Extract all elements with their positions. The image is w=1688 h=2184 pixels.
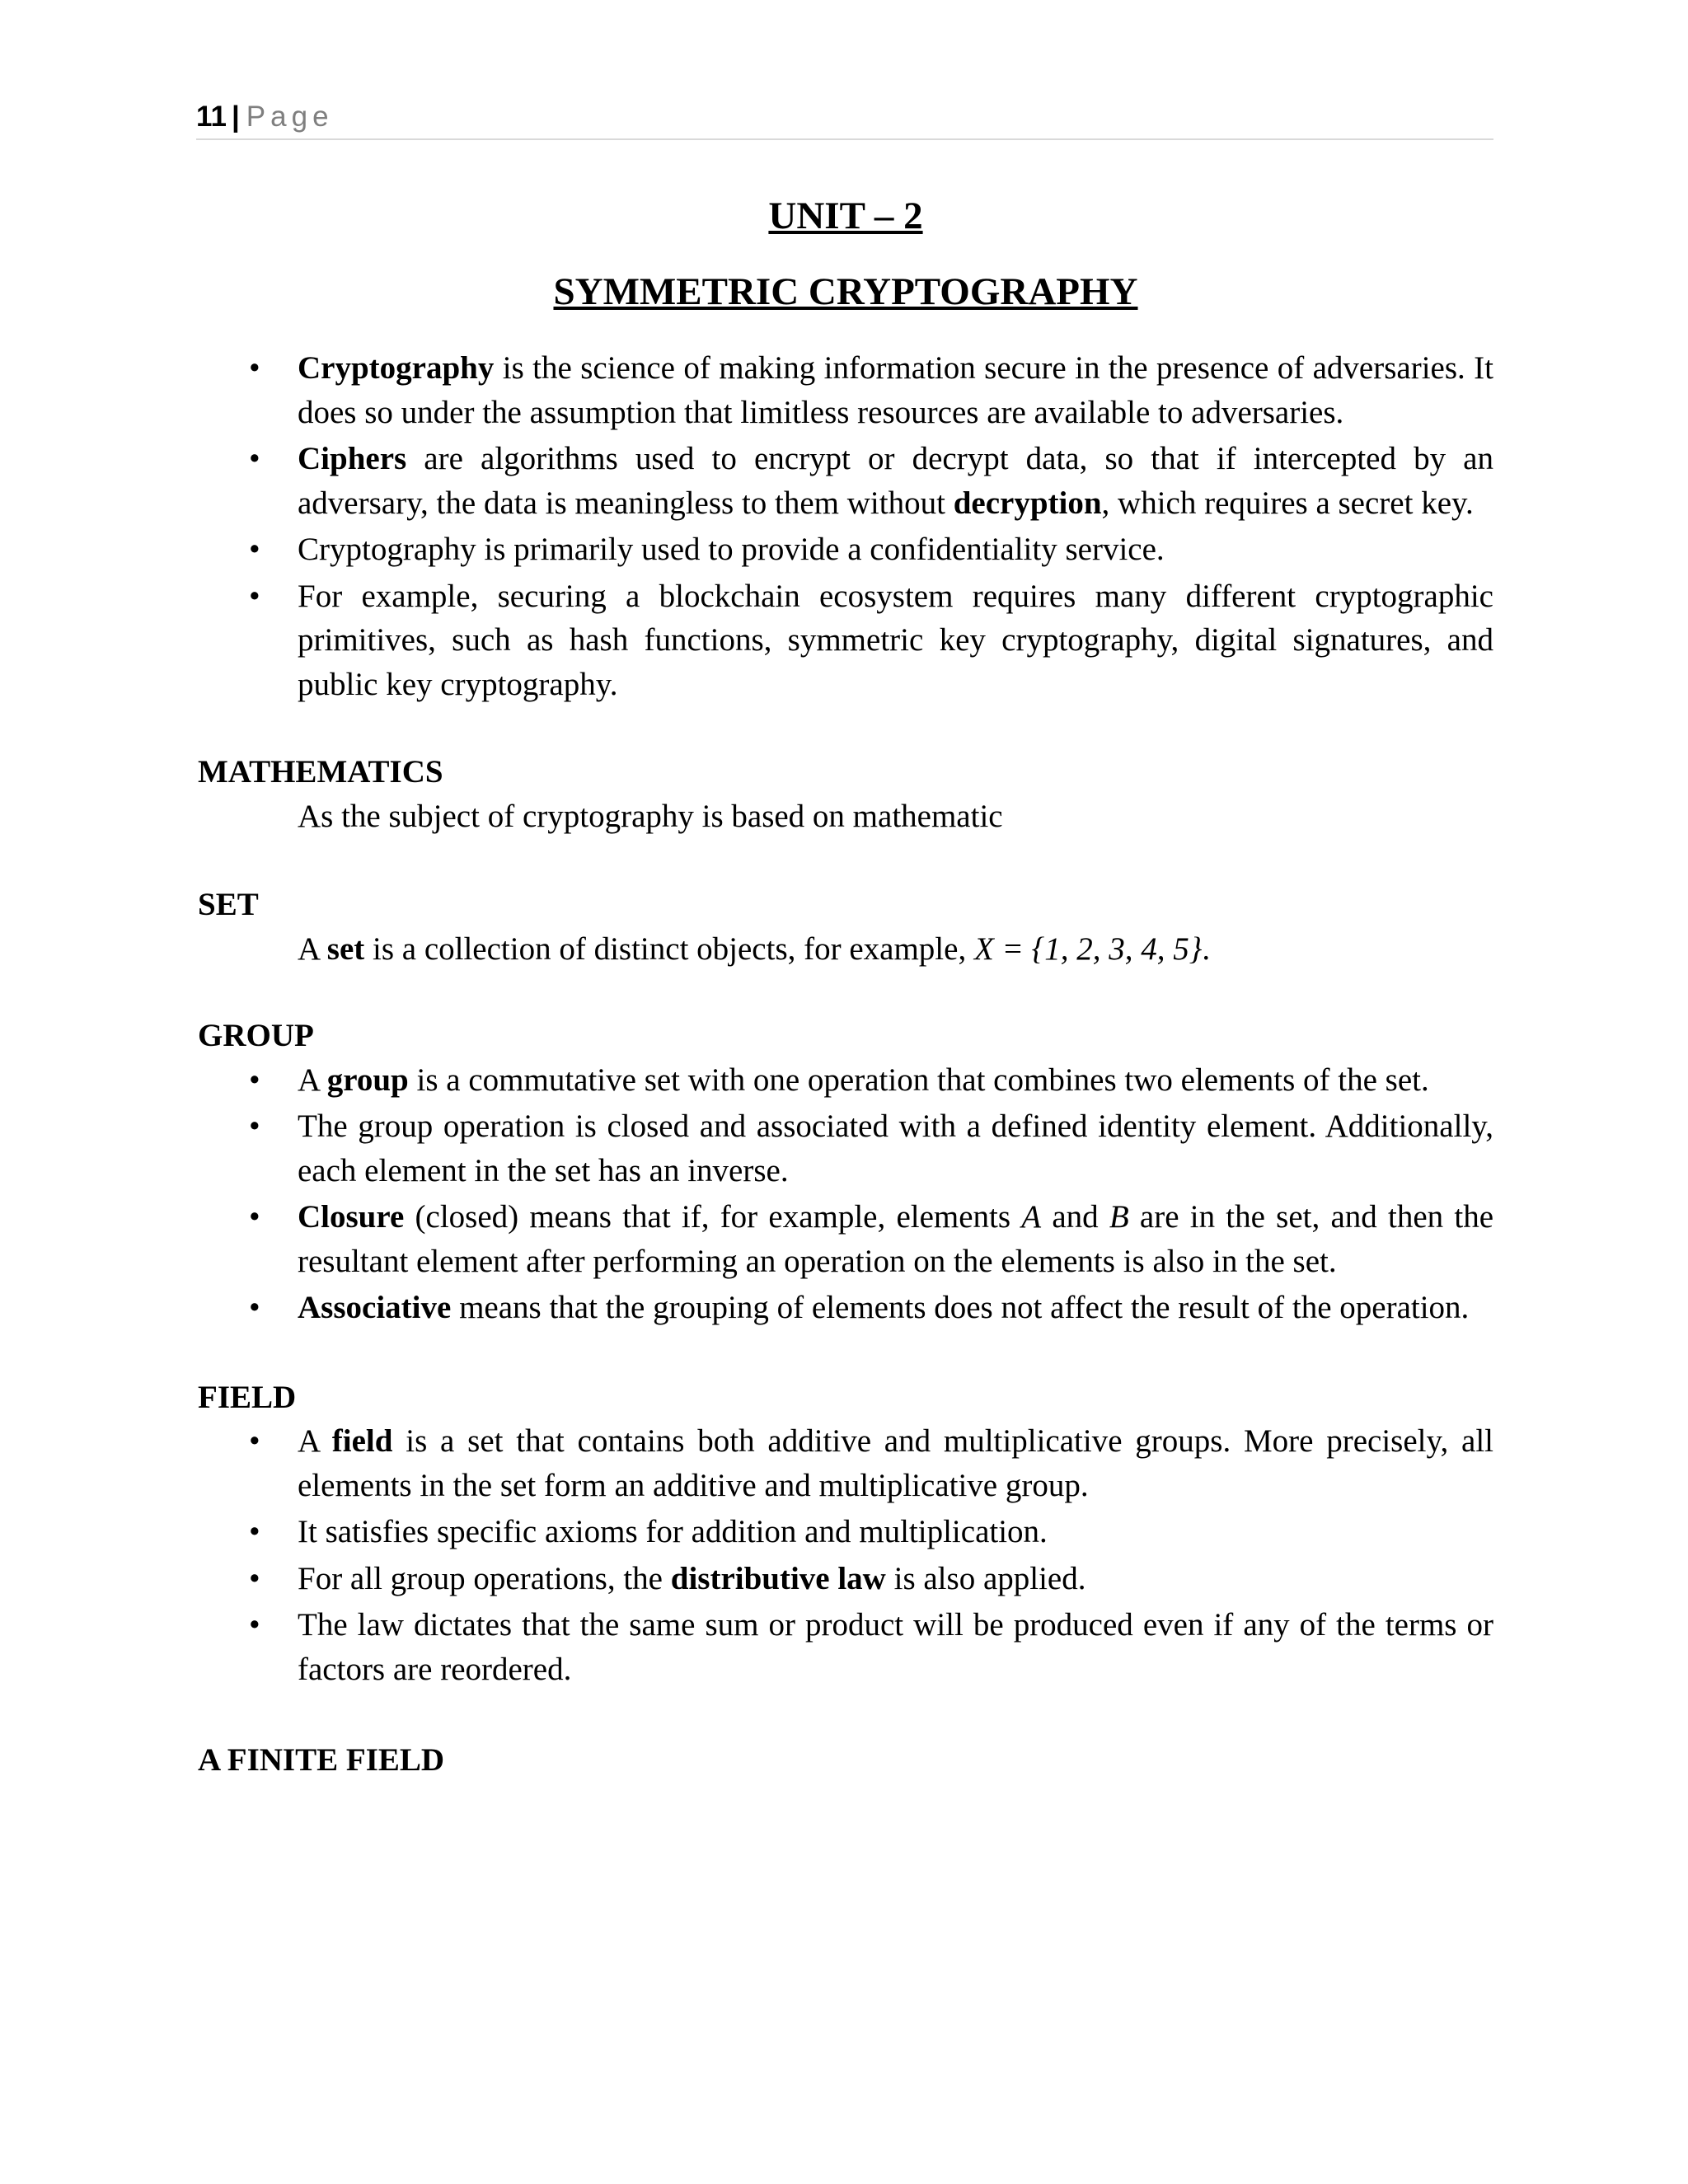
bullet-icon: • — [249, 441, 260, 476]
term-bold: Closure — [298, 1199, 405, 1235]
bullet-icon: • — [249, 1290, 260, 1325]
list-item — [198, 1286, 1493, 1330]
term-bold: group — [326, 1062, 409, 1098]
group-heading: GROUP — [198, 1018, 314, 1053]
set-heading: SET — [198, 887, 259, 922]
bullet-icon: • — [249, 350, 260, 386]
document-body — [198, 191, 1493, 1783]
item-text: is a set that contains both additive and multiplicative groups. More precisely, all elements in the set form an additive and multiplicative group. — [298, 1423, 1493, 1503]
item-text: is a collection of distinct objects, for example, — [364, 930, 974, 967]
item-text: . — [1202, 930, 1211, 967]
intro-list — [198, 346, 1493, 706]
bullet-icon: • — [249, 1607, 260, 1643]
field-heading: FIELD — [198, 1379, 297, 1415]
page-header — [196, 97, 1493, 140]
term-bold: set — [326, 930, 365, 967]
list-item — [198, 1195, 1493, 1283]
item-text: A — [298, 930, 327, 967]
item-text: For all group operations, the — [298, 1560, 671, 1596]
term-italic: A — [1021, 1199, 1042, 1235]
list-item — [198, 1603, 1493, 1691]
term-bold: field — [331, 1423, 393, 1459]
term-bold: Ciphers — [298, 441, 407, 476]
bullet-icon: • — [249, 532, 260, 567]
mathematics-heading: MATHEMATICS — [198, 754, 443, 790]
term-bold: decryption — [953, 485, 1102, 521]
term-italic: B — [1109, 1199, 1129, 1235]
bullet-icon: • — [249, 1423, 260, 1459]
page-number: 11 — [196, 101, 227, 133]
item-text: The group operation is closed and associated with a defined identity element. Additionally, each element in the set has an inverse. — [298, 1108, 1493, 1188]
item-text: is also applied. — [885, 1560, 1086, 1596]
item-text: It satisfies specific axioms for addition and multiplication. — [298, 1514, 1048, 1549]
list-item — [198, 437, 1493, 525]
term-bold: Cryptography — [298, 350, 495, 386]
page-label: Page — [246, 101, 334, 133]
list-item — [198, 527, 1493, 572]
item-text: Cryptography is primarily used to provide a confidentiality service. — [298, 532, 1165, 567]
item-text: is the science of making information secure in the presence of adversaries. It does so under the assumption that limitless resources are available to adversaries. — [298, 350, 1493, 430]
item-text: For example, securing a blockchain ecosystem requires many different cryptographic primitives, such as hash functions, symmetric key cryptography, digital signatures, and public key cryptography. — [298, 578, 1493, 702]
item-text: and — [1041, 1199, 1109, 1235]
subject-title: SYMMETRIC CRYPTOGRAPHY — [553, 270, 1138, 313]
item-text: , which requires a secret key. — [1101, 485, 1474, 521]
item-text: A — [298, 1062, 327, 1098]
item-text: means that the grouping of elements does not affect the result of the operation. — [451, 1290, 1470, 1325]
list-item — [198, 346, 1493, 434]
list-item — [198, 574, 1493, 707]
bullet-icon: • — [249, 578, 260, 614]
bullet-icon: • — [249, 1560, 260, 1596]
set-example: X = {1, 2, 3, 4, 5} — [973, 930, 1203, 967]
list-item — [198, 1510, 1493, 1554]
header-separator: | — [232, 101, 240, 133]
bullet-icon: • — [249, 1062, 260, 1098]
list-item — [198, 1104, 1493, 1193]
finite-field-heading: A FINITE FIELD — [198, 1742, 445, 1778]
term-bold: Associative — [298, 1290, 452, 1325]
item-text: are algorithms used to encrypt or decrypt data, so that if intercepted by an adversary, the data is meaningless to them without — [298, 441, 1493, 521]
field-list — [198, 1419, 1493, 1691]
item-text: The law dictates that the same sum or product will be produced even if any of the terms or factors are reordered. — [298, 1607, 1493, 1687]
bullet-icon: • — [249, 1108, 260, 1144]
item-text: A — [298, 1423, 332, 1459]
item-text: is a commutative set with one operation that combines two elements of the set. — [408, 1062, 1429, 1098]
list-item — [198, 1419, 1493, 1507]
unit-title: UNIT – 2 — [768, 194, 923, 237]
item-text: are in the set, and then the resultant element after performing an operation on the elements is also in the set. — [298, 1199, 1494, 1279]
set-text — [198, 927, 1493, 972]
item-text: (closed) means that if, for example, elements — [404, 1199, 1022, 1235]
bullet-icon: • — [249, 1514, 260, 1549]
list-item — [198, 1557, 1493, 1601]
term-bold: distributive law — [670, 1560, 886, 1596]
group-list — [198, 1058, 1493, 1330]
list-item — [198, 1058, 1493, 1103]
bullet-icon: • — [249, 1199, 260, 1235]
mathematics-text: As the subject of cryptography is based on mathematic — [298, 798, 1003, 834]
